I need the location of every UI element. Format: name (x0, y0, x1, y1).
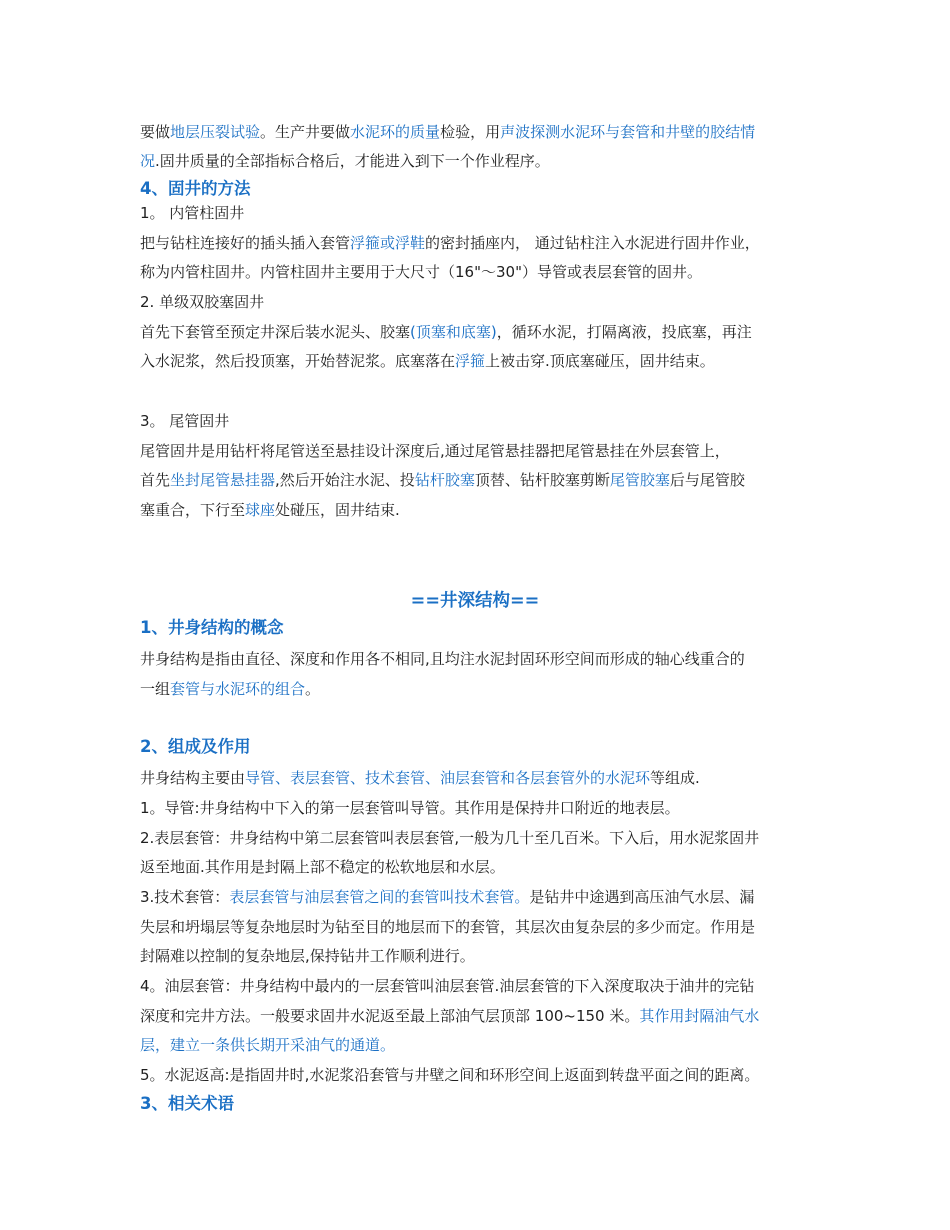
text: 的密封插座内， 通过钻柱注入水泥进行固井作业， (425, 234, 760, 252)
link-text: 表层套管与油层套管之间的套管叫技术套管。 (229, 888, 530, 906)
text: 入水泥浆，然后投顶塞，开始替泥浆。底塞落在 (140, 352, 456, 370)
link-text: 水泥环的质量 (350, 123, 441, 141)
paragraph-line: 尾管固井是用钻杆将尾管送至悬挂设计深度后,通过尾管悬挂器把尾管悬挂在外层套管上， (140, 442, 730, 460)
text: 等组成. (650, 769, 700, 787)
text: 上被击穿.顶底塞碰压，固井结束。 (485, 352, 715, 370)
list-item (140, 887, 754, 907)
link-text: 套管与水泥环的组合 (170, 680, 306, 698)
text: .固井质量的全部指标合格后，才能进入到下一个作业程序。 (155, 152, 550, 170)
paragraph-line (140, 679, 320, 699)
text: 。生产井要做 (260, 123, 351, 141)
text: ，循环水泥，打隔离液，投底塞，再注 (496, 323, 752, 341)
text: 深度和完井方法。一般要求固井水泥返至最上部油气层顶部 100~150 米。 (140, 1007, 640, 1025)
link-text: 浮箍 (455, 352, 486, 370)
list-item: 4。油层套管：井身结构中最内的一层套管叫油层套管.油层套管的下入深度取决于油井的完钻 (140, 977, 755, 995)
text: 把与钻柱连接好的插头插入套管 (140, 234, 351, 252)
section-heading: 1、井身结构的概念 (140, 618, 284, 637)
text: 是钻井中途遇到高压油气水层、漏 (529, 888, 755, 906)
paragraph-line (140, 233, 760, 253)
list-item: 1。导管:井身结构中下入的第一层套管叫导管。其作用是保持井口附近的地表层。 (140, 799, 680, 817)
centered-section-title: ==井深结构== (410, 591, 540, 611)
text: 后与尾管胶 (669, 471, 745, 489)
paragraph-line (140, 768, 700, 788)
list-item: 封隔难以控制的复杂地层,保持钻井工作顺利进行。 (140, 947, 475, 965)
list-item: 返至地面.其作用是封隔上部不稳定的松软地层和水层。 (140, 858, 505, 876)
paragraph-line (140, 322, 752, 342)
subheading: 3。 尾管固井 (140, 412, 230, 430)
link-text: 导管、表层套管、技术套管、油层套管和各层套管外的水泥环 (245, 769, 651, 787)
text: 井身结构主要由 (140, 769, 246, 787)
paragraph-line: 井身结构是指由直径、深度和作用各不相同,且均注水泥封固环形空间而形成的轴心线重合的 (140, 650, 745, 668)
link-text: 球座 (245, 501, 276, 519)
paragraph-line (140, 500, 400, 520)
link-text: 其作用封隔油气水 (639, 1007, 760, 1025)
text: 处碰压，固井结束. (275, 501, 400, 519)
link-text: 坐封尾管悬挂器 (170, 471, 276, 489)
list-item: 5。水泥返高:是指固井时,水泥浆沿套管与井壁之间和环形空间上返面到转盘平面之间的距离。 (140, 1066, 760, 1084)
link-text: 钻杆胶塞 (414, 471, 475, 489)
subheading: 1。 内管柱固井 (140, 204, 245, 222)
text: 。 (305, 680, 321, 698)
text: 一组 (140, 680, 171, 698)
text: 要做 (140, 123, 171, 141)
list-item: 失层和坍塌层等复杂地层时为钻至目的地层而下的套管，其层次由复杂层的多少而定。作用是 (140, 918, 756, 936)
text: 塞重合，下行至 (140, 501, 246, 519)
link-text: (顶塞和底塞) (410, 323, 497, 341)
text: 检验，用 (440, 123, 501, 141)
list-item (140, 1006, 759, 1026)
link-text: 声波探测水泥环与套管和井壁的胶结情 (500, 123, 756, 141)
text: 首先 (140, 471, 171, 489)
paragraph-line: 称为内管柱固井。内管柱固井主要用于大尺寸（16"～30"）导管或表层套管的固井。 (140, 263, 702, 281)
text: ,然后开始注水泥、投 (275, 471, 415, 489)
paragraph-line (140, 151, 550, 171)
link-text: 况 (140, 152, 156, 170)
paragraph-line (140, 122, 755, 142)
list-item: 2.表层套管：井身结构中第二层套管叫表层套管,一般为几十至几百米。下入后，用水泥浆固井 (140, 829, 760, 847)
link-text: 地层压裂试验 (170, 123, 261, 141)
list-item: 层，建立一条供长期开采油气的通道。 (140, 1036, 396, 1054)
paragraph-line (140, 351, 715, 371)
paragraph-line (140, 470, 745, 490)
link-text: 浮箍或浮鞋 (350, 234, 426, 252)
section-heading: 2、组成及作用 (140, 737, 251, 756)
text: 3.技术套管： (140, 888, 230, 906)
text: 首先下套管至预定井深后装水泥头、胶塞 (140, 323, 411, 341)
text: 顶替、钻杆胶塞剪断 (474, 471, 610, 489)
section-heading: 4、固井的方法 (140, 179, 251, 198)
subheading: 2. 单级双胶塞固井 (140, 293, 265, 311)
section-heading: 3、相关术语 (140, 1094, 234, 1113)
link-text: 尾管胶塞 (609, 471, 670, 489)
